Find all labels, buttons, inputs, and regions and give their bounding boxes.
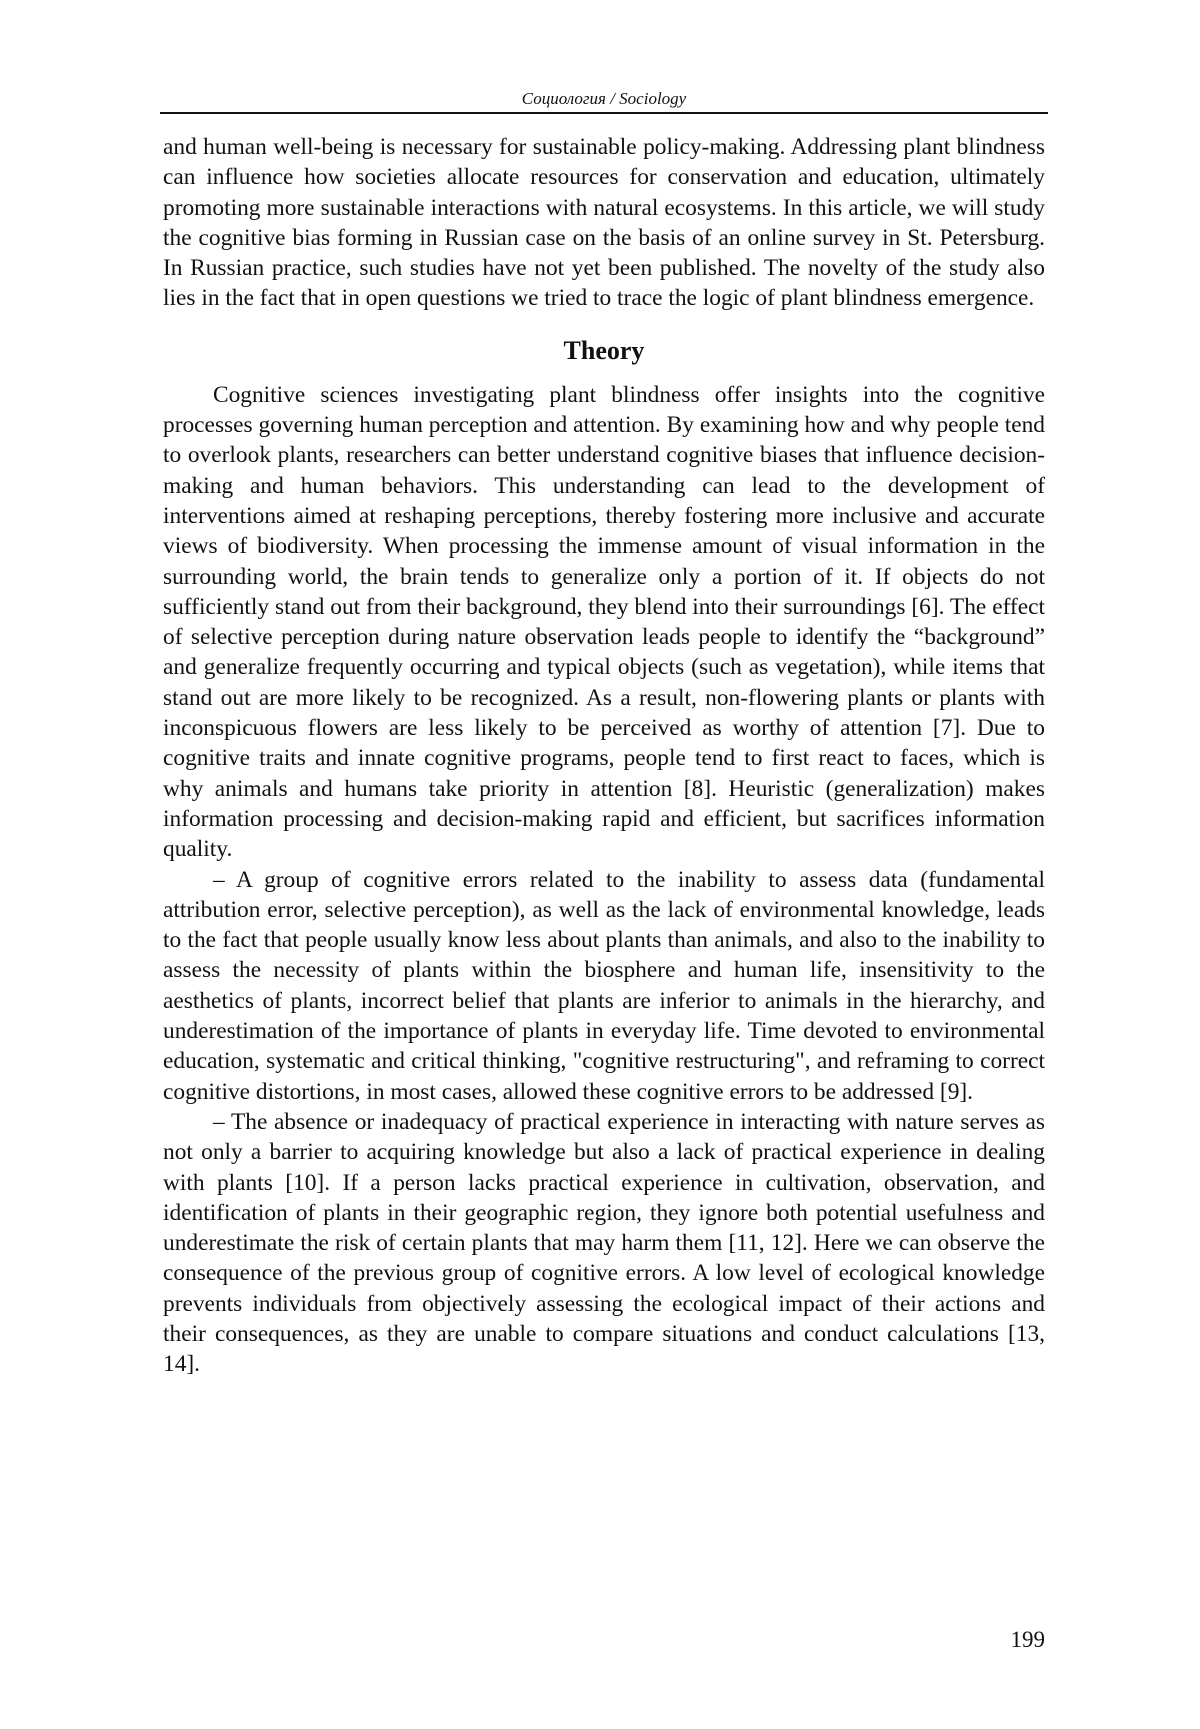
header-rule — [160, 112, 1048, 114]
theory-paragraph-3: – The absence or inadequacy of practical experience in interacting with nature serves as not only a barrier to acquiring knowledge but also a lack of practical experience in dealing with plants [10]. If a person lacks practical experience in cultivation, observation, and identification of plants in their geographic region, they ignore both potential usefulness and underestimate the risk of certain plants that may harm them [11, 12]. Here we can observe the consequence of the previous group of cognitive errors. A low level of ecological knowledge prevents individuals from objectively assessing the ecological impact of their actions and their consequences, as they are unable to compare situations and conduct calculations [13, 14]. — [163, 1108, 1045, 1378]
running-header: Социология / Sociology — [521, 89, 687, 108]
theory-paragraph-1: Cognitive sciences investigating plant blindness offer insights into the cognitive processes governing human perception and attention. By examining how and why people tend to overlook plants, researchers can better understand cognitive biases that influence decision-making and human behaviors. This understanding can lead to the development of interventions aimed at reshaping perceptions, thereby fostering more inclusive and accurate views of biodiversity. When processing the immense amount of visual information in the surrounding world, the brain tends to generalize only a portion of it. If objects do not sufficiently stand out from their background, they blend into their surroundings [6]. The effect of selective perception during nature observation leads people to identify the “background” and generalize frequently occurring and typical objects (such as vegetation), while items that stand out are more likely to be recognized. As a result, non-flowering plants or plants with inconspicuous flowers are less likely to be perceived as worthy of attention [7]. Due to cognitive traits and innate cognitive programs, people tend to first react to faces, which is why animals and humans take priority in attention [8]. Heuristic (generalization) makes information processing and decision-making rapid and efficient, but sacrifices information quality. — [163, 381, 1045, 863]
section-heading-theory: Theory — [563, 335, 645, 365]
page-number: 199 — [1010, 1627, 1045, 1652]
intro-paragraph: and human well-being is necessary for sustainable policy-making. Addressing plant blindness can influence how societies allocate resources for conservation and education, ultimately promoting more sustainable interactions with natural ecosystems. In this article, we will study the cognitive bias forming in Russian case on the basis of an online survey in St. Petersburg. In Russian practice, such studies have not yet been published. The novelty of the study also lies in the fact that in open questions we tried to trace the logic of plant blindness emergence. — [163, 134, 1045, 312]
theory-paragraph-2: – A group of cognitive errors related to the inability to assess data (fundamental attribution error, selective perception), as well as the lack of environmental knowledge, leads to the fact that people usually know less about plants than animals, and also to the inability to assess the necessity of plants within the biosphere and human life, insensitivity to the aesthetics of plants, incorrect belief that plants are inferior to animals in the hierarchy, and underestimation of the importance of plants in everyday life. Time devoted to environmental education, systematic and critical thinking, "cognitive restructuring", and reframing to correct cognitive distortions, in most cases, allowed these cognitive errors to be addressed [9]. — [163, 866, 1045, 1105]
article-body — [163, 132, 1045, 1380]
